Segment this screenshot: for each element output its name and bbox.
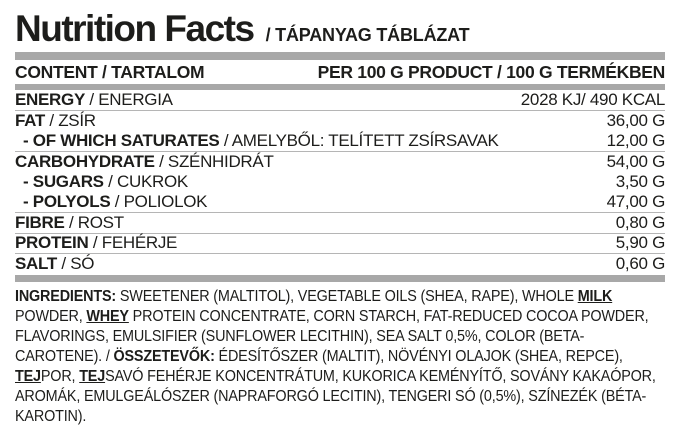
ingredient-segment: SAVÓ FEHÉRJE KONCENTRÁTUM, KUKORICA KEMÉNYÍTŐ, SOVÁNY KAKAÓPOR, AROMÁK, EMULGEÁLÓSZER (NAPRAFORGÓ LECITIN), TENGERI SÓ (0,5%), SZÍNEZÉK (BÉTA-KAROTIN). [15, 367, 656, 425]
nutrient-name-hu: / ZSÍR [44, 110, 96, 130]
nutrient-name-en: FAT [15, 110, 45, 130]
column-header-content: CONTENT / TARTALOM [15, 61, 205, 82]
allergen-whey: WHEY [86, 307, 129, 325]
nutrient-name [15, 111, 96, 131]
table-row-salt [15, 254, 665, 275]
nutrient-value: 12,00 G [606, 130, 665, 150]
divider-bar-top [15, 52, 665, 60]
allergen-tej-1: TEJ [15, 367, 41, 385]
column-header-per-100g: PER 100 G PRODUCT / 100 G TERMÉKBEN [317, 61, 665, 82]
nutrient-name-hu: / ROST [64, 212, 124, 232]
table-row-energy [15, 90, 665, 111]
table-row-protein [15, 234, 665, 255]
allergen-tej-2: TEJ [79, 367, 106, 385]
table-row-polyols [15, 193, 665, 214]
nutrient-value: 5,90 G [615, 233, 665, 253]
nutrient-name-en: PROTEIN [15, 233, 89, 253]
label-subtitle: / TÁPANYAG TÁBLÁZAT [265, 25, 470, 45]
nutrient-name-en: - OF WHICH SATURATES [23, 130, 220, 150]
table-row-fibre [15, 213, 665, 234]
table-row-carbohydrate [15, 152, 665, 173]
nutrient-name [23, 131, 499, 151]
table-row-saturates [15, 131, 665, 152]
nutrient-name-en: ENERGY [15, 89, 85, 109]
nutrition-table [15, 90, 665, 275]
nutrient-name-hu: / POLIOLOK [110, 192, 208, 212]
ingredient-segment: PROTEIN CONCENTRATE, CORN STARCH, FAT-REDUCED COCOA POWDER, FLAVORINGS, EMULSIFIER (SUNFLOWER LECITHIN), SEA SALT 0,5%, COLOR (BETA-CAROTENE). / [15, 307, 649, 365]
nutrient-name [23, 172, 188, 192]
ingredients-heading-hu: ÖSSZETEVŐK: [113, 347, 215, 365]
ingredient-segment: SWEETENER (MALTITOL), VEGETABLE OILS (SHEA, RAPE), WHOLE [116, 287, 578, 305]
nutrient-name-hu: / AMELYBŐL: TELÍTETT ZSÍRSAVAK [219, 130, 499, 150]
nutrient-name-hu: / ENERGIA [85, 89, 173, 109]
nutrient-name-en: FIBRE [15, 212, 65, 232]
ingredient-segment: POWDER, [15, 307, 87, 325]
table-column-headers [15, 60, 665, 84]
nutrient-value: 2028 KJ/ 490 KCAL [520, 89, 665, 109]
nutrient-name-en: - SUGARS [23, 172, 104, 192]
nutrient-name-hu: / CUKROK [103, 172, 188, 192]
nutrient-value: 47,00 G [606, 192, 665, 212]
nutrient-value: 36,00 G [606, 110, 665, 130]
ingredient-segment: ÉDESÍTŐSZER (MALTIT), NÖVÉNYI OLAJOK (SHEA, REPCE), [214, 347, 623, 365]
ingredients-heading-en: INGREDIENTS: [15, 287, 117, 305]
nutrient-value: 54,00 G [606, 151, 665, 171]
nutrient-name [15, 90, 173, 110]
nutrient-value: 0,80 G [615, 212, 665, 232]
nutrient-name-en: - POLYOLS [23, 192, 111, 212]
table-row-sugars [15, 172, 665, 193]
nutrient-name-hu: / SÓ [56, 254, 95, 274]
ingredient-segment: POR, [40, 367, 80, 385]
table-row-fat [15, 111, 665, 132]
nutrient-name [15, 233, 177, 253]
ingredients-paragraph [15, 287, 665, 427]
divider-bar-ingredients [15, 275, 665, 282]
nutrient-value: 3,50 G [615, 172, 665, 192]
nutrient-name [23, 192, 207, 212]
nutrient-name-en: SALT [15, 254, 57, 274]
nutrient-name-hu: / FEHÉRJE [88, 233, 178, 253]
label-header [15, 0, 665, 52]
label-title: Nutrition Facts [15, 8, 254, 49]
nutrient-name-hu: / SZÉNHIDRÁT [154, 151, 274, 171]
nutrient-value: 0,60 G [615, 254, 665, 274]
nutrient-name [15, 152, 274, 172]
nutrient-name-en: CARBOHYDRATE [15, 151, 155, 171]
allergen-milk: MILK [577, 287, 613, 305]
nutrient-name [15, 213, 124, 233]
nutrient-name [15, 254, 94, 274]
